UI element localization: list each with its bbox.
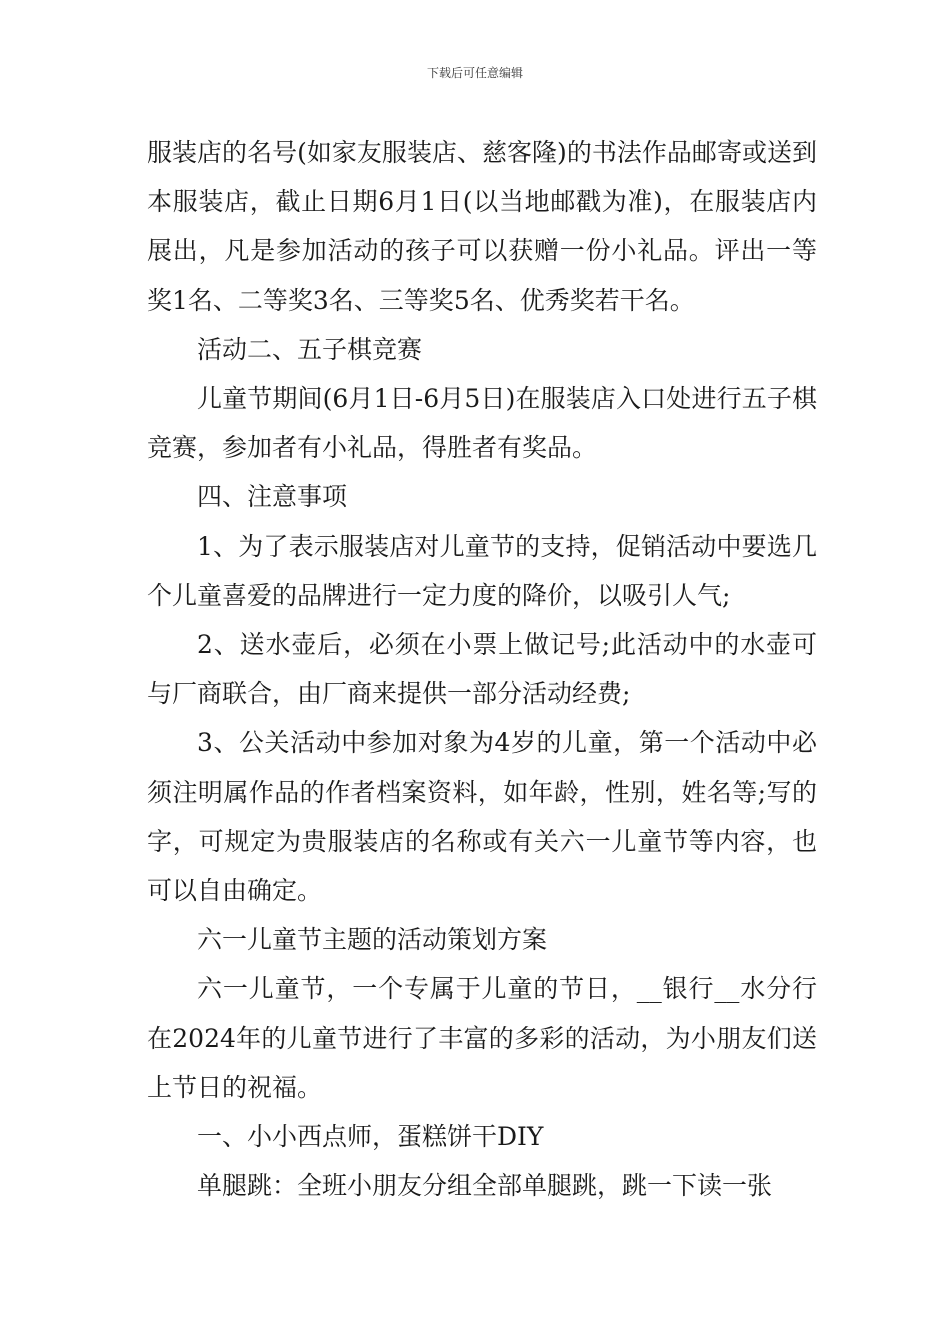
paragraph-3: 儿童节期间(6月1日-6月5日)在服装店入口处进行五子棋竞赛，参加者有小礼品，得胜者有奖品。 xyxy=(147,384,817,463)
paragraph-6: 2、送水壶后，必须在小票上做记号;此活动中的水壶可与厂商联合，由厂商来提供一部分活动经费; xyxy=(147,630,817,709)
page-header-note: 下载后可任意编辑 xyxy=(426,66,523,80)
paragraph-5: 1、为了表示服装店对儿童节的支持，促销活动中要选几个儿童喜爱的品牌进行一定力度的降价，以吸引人气; xyxy=(147,531,817,610)
paragraph-4: 四、注意事项 xyxy=(197,482,348,512)
paragraph-10: 一、小小西点师，蛋糕饼干DIY xyxy=(197,1122,544,1152)
paragraph-2: 活动二、五子棋竞赛 xyxy=(197,334,423,364)
paragraph-7: 3、公关活动中参加对象为4岁的儿童，第一个活动中必须注明属作品的作者档案资料，如年龄，性别，姓名等;写的字，可规定为贵服装店的名称或有关六一儿童节等内容，也可以自由确定。 xyxy=(147,728,817,906)
paragraph-1: 服装店的名号(如家友服装店、慈客隆)的书法作品邮寄或送到本服装店，截止日期6月1日(以当地邮戳为准)，在服装店内展出，凡是参加活动的孩子可以获赠一份小礼品。评出一等奖1名、二等奖3名、三等奖5名、优秀奖若干名。 xyxy=(147,138,817,315)
paragraph-8: 六一儿童节主题的活动策划方案 xyxy=(197,925,548,955)
document-body xyxy=(147,128,817,1210)
paragraph-9: 六一儿童节，一个专属于儿童的节日，__银行__水分行在2024年的儿童节进行了丰富的多彩的活动，为小朋友们送上节日的祝福。 xyxy=(147,974,817,1102)
paragraph-11: 单腿跳：全班小朋友分组全部单腿跳，跳一下读一张 xyxy=(197,1171,773,1201)
